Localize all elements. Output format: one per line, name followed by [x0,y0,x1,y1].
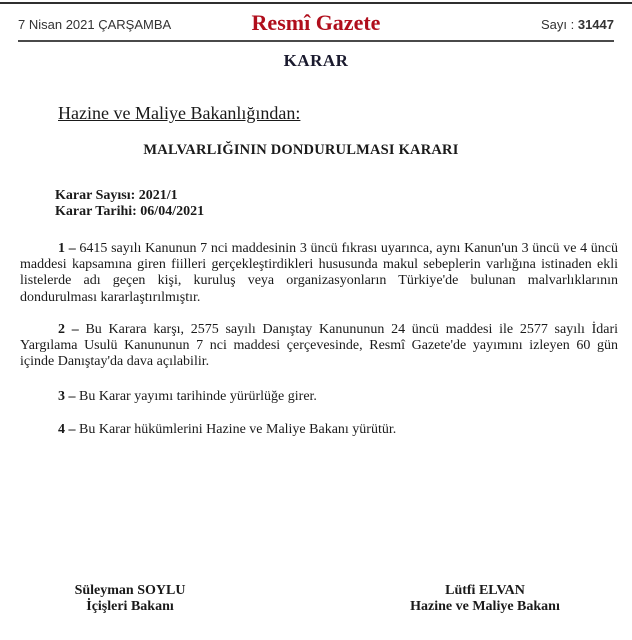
signature-interior-minister [75,583,186,615]
decision-title: MALVARLIĞININ DONDURULMASI KARARI [143,142,459,158]
gazette-title: Resmî Gazete [251,10,381,35]
decision-date-line: Karar Tarihi: 06/04/2021 [55,204,205,219]
article-4-number: 4 – [58,421,76,437]
gazette-page [0,2,632,617]
issue-number: 31447 [577,17,614,32]
signatory-title: İçişleri Bakanı [86,598,174,614]
signatory-name: Süleyman SOYLU [74,582,186,598]
decision-meta [55,188,632,220]
gazette-masthead [0,4,632,40]
gazette-issue [541,17,614,32]
article-2 [20,322,618,371]
issuing-authority-line: Hazine ve Maliye Bakanlığından: [58,103,301,123]
article-1 [20,241,618,306]
signature-treasury-minister [410,583,560,615]
gazette-date: 7 Nisan 2021 ÇARŞAMBA [18,17,172,32]
article-2-number: 2 – [58,321,79,337]
signatory-name: Lütfi ELVAN [445,582,525,598]
issue-label: Sayı : [540,17,578,32]
article-1-number: 1 – [58,241,76,256]
section-heading: KARAR [283,51,349,70]
article-2-text: Bu Karara karşı, 2575 sayılı Danıştay Kanununun 24 üncü maddesi ile 2577 sayılı İdari Yargılama Usulü Kanununun 7 nci maddesi çerçevesinde, Resmî Gazete'de yayımını izleyen 60 gün içinde Danıştay'da dava açılabilir. [20,321,619,370]
article-3-number: 3 – [58,389,76,405]
decision-body [20,241,618,438]
signature-block [0,583,632,617]
masthead-underline [18,40,614,42]
article-3-text: Bu Karar yayımı tarihinde yürürlüğe girer. [79,389,317,405]
article-3 [20,389,618,405]
decision-number-line: Karar Sayısı: 2021/1 [55,188,178,203]
article-1-text: 6415 sayılı Kanunun 7 nci maddesinin 3 üncü fıkrası uyarınca, aynı Kanun'un 3 üncü ve 4 üncü maddesi kapsamına giren fiilleri gerçekleştirdikleri hususunda makul sebeplerin varlığına istinaden ekli listelerde adı geçen kişi, kuruluş veya organizasyonların Türkiye'de bulunan malvarlıklarının dondurulması kararlaştırılmıştır. [20,241,619,305]
signatory-title: Hazine ve Maliye Bakanı [410,598,560,614]
article-4 [20,422,618,438]
article-4-text: Bu Karar hükümlerini Hazine ve Maliye Bakanı yürütür. [79,421,397,437]
